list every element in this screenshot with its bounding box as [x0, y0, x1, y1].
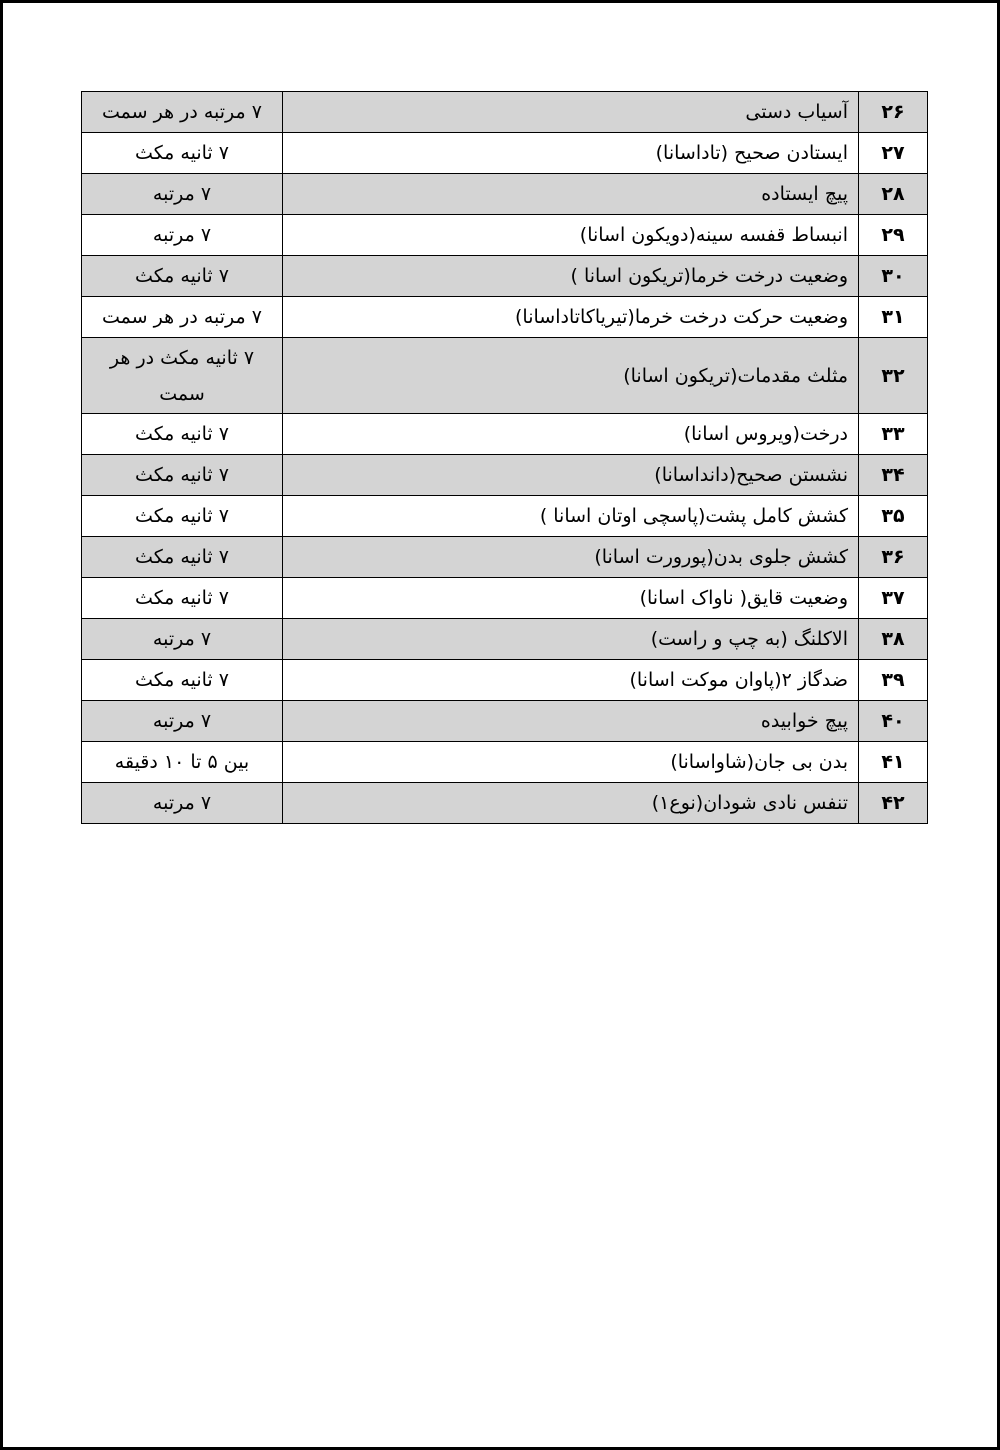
exercise-name: مثلث مقدمات(تریکون اسانا)	[283, 338, 859, 414]
exercise-name: تنفس نادی شودان(نوع۱)	[283, 783, 859, 824]
table-row	[82, 297, 928, 338]
exercise-duration: ۷ مرتبه	[82, 619, 283, 660]
row-number: ۴۱	[859, 742, 928, 783]
row-number: ۳۵	[859, 496, 928, 537]
exercise-name: وضعیت قایق( ناواک اسانا)	[283, 578, 859, 619]
exercise-duration: ۷ ثانیه مکث	[82, 256, 283, 297]
table-row	[82, 742, 928, 783]
row-number: ۴۲	[859, 783, 928, 824]
exercise-duration: ۷ ثانیه مکث	[82, 455, 283, 496]
row-number: ۳۸	[859, 619, 928, 660]
exercise-name: کشش جلوی بدن(پورورت اسانا)	[283, 537, 859, 578]
exercise-duration: ۷ ثانیه مکث	[82, 537, 283, 578]
table-row	[82, 783, 928, 824]
table-row	[82, 619, 928, 660]
table-row	[82, 660, 928, 701]
row-number: ۲۶	[859, 92, 928, 133]
exercise-duration: ۷ مرتبه در هر سمت	[82, 92, 283, 133]
row-number: ۳۰	[859, 256, 928, 297]
row-number: ۲۸	[859, 174, 928, 215]
table-row	[82, 256, 928, 297]
table-row	[82, 701, 928, 742]
table-row	[82, 537, 928, 578]
table-row	[82, 133, 928, 174]
exercise-duration: ۷ ثانیه مکث	[82, 133, 283, 174]
table-row	[82, 215, 928, 256]
row-number: ۳۲	[859, 338, 928, 414]
exercise-duration: ۷ مرتبه در هر سمت	[82, 297, 283, 338]
table-row	[82, 174, 928, 215]
exercise-name: کشش کامل پشت(پاسچی اوتان اسانا )	[283, 496, 859, 537]
exercise-name: پیچ خوابیده	[283, 701, 859, 742]
exercise-duration: بین ۵ تا ۱۰ دقیقه	[82, 742, 283, 783]
exercise-duration: ۷ ثانیه مکث	[82, 660, 283, 701]
exercise-name: درخت(ویروس اسانا)	[283, 414, 859, 455]
exercise-duration: ۷ ثانیه مکث	[82, 496, 283, 537]
exercise-duration: ۷ مرتبه	[82, 215, 283, 256]
exercise-name: نشستن صحیح(دانداسانا)	[283, 455, 859, 496]
table-row	[82, 338, 928, 414]
exercise-duration: ۷ ثانیه مکث	[82, 414, 283, 455]
row-number: ۳۷	[859, 578, 928, 619]
exercise-duration: ۷ مرتبه	[82, 701, 283, 742]
table-row	[82, 414, 928, 455]
row-number: ۴۰	[859, 701, 928, 742]
table-row	[82, 578, 928, 619]
table-row	[82, 496, 928, 537]
exercise-name: بدن بی جان(شاواسانا)	[283, 742, 859, 783]
exercise-duration: ۷ ثانیه مکث در هر سمت	[82, 338, 283, 414]
table-row	[82, 455, 928, 496]
exercise-duration: ۷ ثانیه مکث	[82, 578, 283, 619]
row-number: ۳۴	[859, 455, 928, 496]
exercise-table	[81, 91, 928, 824]
exercise-duration: ۷ مرتبه	[82, 783, 283, 824]
exercise-name: آسیاب دستی	[283, 92, 859, 133]
row-number: ۲۹	[859, 215, 928, 256]
row-number: ۳۳	[859, 414, 928, 455]
exercise-name: الاکلنگ (به چپ و راست)	[283, 619, 859, 660]
exercise-name: پیچ ایستاده	[283, 174, 859, 215]
exercise-name: وضعیت حرکت درخت خرما(تیریاکاتاداسانا)	[283, 297, 859, 338]
exercise-name: ضدگاز ۲(پاوان موکت اسانا)	[283, 660, 859, 701]
exercise-name: ایستادن صحیح (تاداسانا)	[283, 133, 859, 174]
row-number: ۳۱	[859, 297, 928, 338]
row-number: ۳۹	[859, 660, 928, 701]
table-row	[82, 92, 928, 133]
exercise-name: انبساط قفسه سینه(دویکون اسانا)	[283, 215, 859, 256]
row-number: ۳۶	[859, 537, 928, 578]
exercise-name: وضعیت درخت خرما(تریکون اسانا )	[283, 256, 859, 297]
exercise-duration: ۷ مرتبه	[82, 174, 283, 215]
row-number: ۲۷	[859, 133, 928, 174]
